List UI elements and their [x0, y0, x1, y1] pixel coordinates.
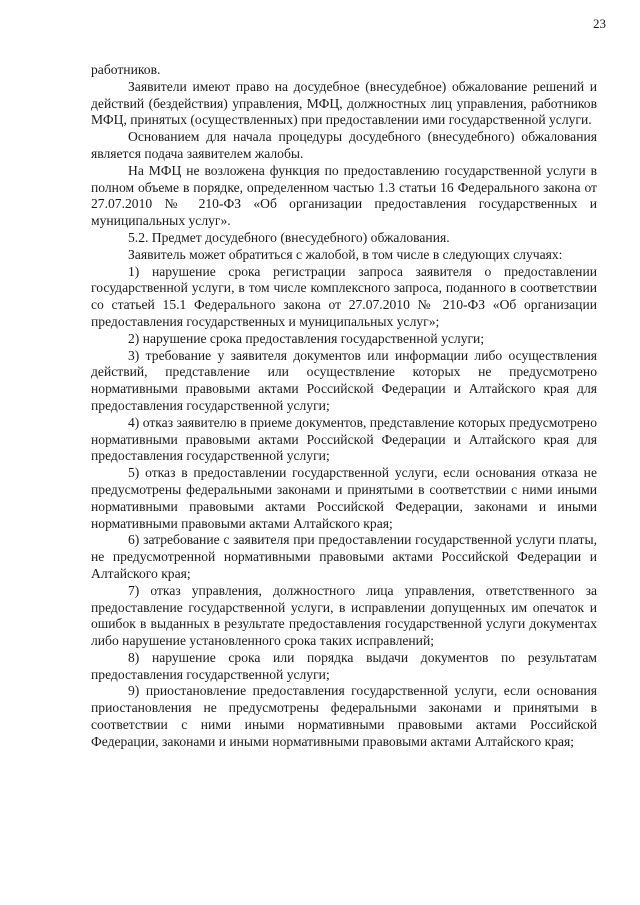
list-item-9: 9) приостановление предоставления государственной услуги, если основания приостановления не предусмотрены федеральными законами и принятыми в соответствии с ними иными нормативными правовыми актами Российской Федерации, законами и иными нормативными правовыми актами Алтайского края;	[91, 683, 597, 749]
list-item-8: 8) нарушение срока или порядка выдачи документов по результатам предоставления государственной услуги;	[91, 649, 597, 682]
document-body	[91, 62, 597, 751]
paragraph-mfc-function: На МФЦ не возложена функция по предоставлению государственной услуги в полном объеме в порядке, определенном частью 1.3 статьи 16 Федерального закона от 27.07.2010 № 210-ФЗ «Об организации предоставления государственных и муниципальных услуг».	[91, 162, 597, 229]
list-item-3: 3) требование у заявителя документов или информации либо осуществления действий, представление или осуществление которых не предусмотрено нормативными правовыми актами Российской Федерации и Алтайского края для предоставления государственной услуги;	[91, 347, 597, 413]
list-item-5: 5) отказ в предоставлении государственной услуги, если основания отказа не предусмотрены федеральными законами и принятыми в соответствии с ними иными нормативными правовыми актами Российской Федерации, законами и иными нормативными правовыми актами Алтайского края;	[91, 465, 597, 531]
page-number: 23	[593, 16, 606, 31]
section-heading-5-2: 5.2. Предмет досудебного (внесудебного) обжалования.	[128, 229, 450, 245]
paragraph-appeal-right: Заявители имеют право на досудебное (внесудебное) обжалование решений и действий (бездействия) управления, МФЦ, должностных лиц управления, работников МФЦ, принятых (осуществленных) при предоставлении ими государственной услуги.	[91, 78, 597, 128]
list-item-1: 1) нарушение срока регистрации запроса заявителя о предоставлении государственной услуги, в том числе комплексного запроса, поданного в соответствии со статьей 15.1 Федерального закона от 27.07.2010 № 210-ФЗ «Об организации предоставления государственных и муниципальных услуг»;	[91, 263, 597, 329]
list-item-6: 6) затребование с заявителя при предоставлении государственной услуги платы, не предусмотренной нормативными правовыми актами Российской Федерации и Алтайского края;	[91, 532, 597, 581]
list-item-7: 7) отказ управления, должностного лица управления, ответственного за предоставление государственной услуги, в исправлении допущенных им опечаток и ошибок в выданных в результате предоставления государственной услуги документах либо нарушение установленного срока таких исправлений;	[91, 582, 597, 649]
list-item-4: 4) отказ заявителю в приеме документов, представление которых предусмотрено нормативными правовыми актами Российской Федерации и Алтайского края для предоставления государственной услуги;	[91, 414, 597, 464]
paragraph-complaint-cases: Заявитель может обратиться с жалобой, в том числе в следующих случаях:	[128, 246, 563, 262]
paragraph-appeal-basis: Основанием для начала процедуры досудебного (внесудебного) обжалования является подача заявителем жалобы.	[91, 129, 597, 161]
paragraph-continuation: работников.	[91, 62, 161, 77]
list-item-2: 2) нарушение срока предоставления государственной услуги;	[128, 330, 485, 346]
